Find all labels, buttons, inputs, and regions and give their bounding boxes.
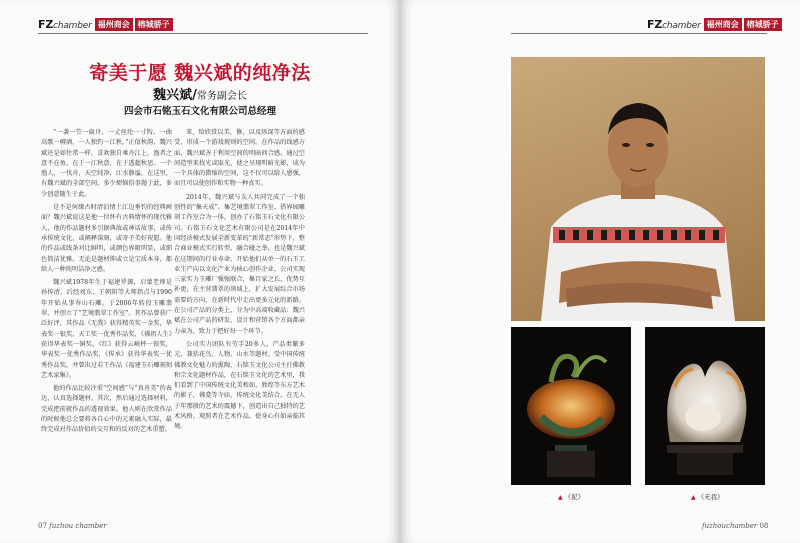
author-company: 四会市石铭玉石文化有限公司总经理 <box>123 106 276 117</box>
fz-chamber-logo: FZchamber <box>38 17 92 31</box>
caption-artwork-1: ▲ 《泥》 <box>558 493 585 501</box>
paragraph: 来，给欣赏以美，修，以及纵深等方面的感受，形成一个游戏规则的空间。在作品的线感方面，魏兴斌善于利用空间的明暗问合感。通过空间造型来找光或取光，使之呈现明暗光影，成为一个具体的微缩的空间，这不仅可以给人感强，而且可以使创作和实物一种真实。 <box>174 129 305 188</box>
left-page-header <box>38 17 173 31</box>
agate-carving-illustration <box>511 327 631 485</box>
author-name: 魏兴斌/ <box>153 88 197 103</box>
portrait-illustration <box>511 57 765 321</box>
left-folio: 07 fuzhou chamber <box>38 522 107 530</box>
author-line <box>0 84 400 103</box>
header-rule <box>511 33 767 34</box>
right-page-header <box>647 17 782 31</box>
artwork-photo-1 <box>511 327 631 485</box>
header-tag-section: 榕城骄子 <box>744 18 782 31</box>
caption-artwork-2: ▲ 《无我》 <box>691 493 724 501</box>
header-rule <box>38 33 368 34</box>
paragraph: 他的作品比较注重“空间感”与“真善美”的表达，认真选择题材。其次，然后通过选择材料，完成把前就作品的透视效果。他人则在欣赏作品的时候他总会要将各自心中的元素融入实际，最终完成对作品价值的交互和的反对的艺术重塑。 <box>41 385 172 434</box>
portrait-photo <box>511 57 765 321</box>
paragraph: 公司实力团队有劳手20多人，产品类繁多元，兼括花鸟、人物、山水等题材。受中国传统佛教文化魅力的熏陶，石铭玉文化公司主打佛教和宗文化题材作品，在石铭玉文化的艺术里，我们看到了中国传统文化美和如，敦煌等东方艺术的影子，佛龛等寺庙，传统文化美结合。在无人于年那般的艺术的震撼下，创造出自己独特的艺术风格。观照者在艺术作品，使身心有如亲临其境。 <box>174 340 305 431</box>
fz-chamber-logo: FZchamber <box>647 17 701 31</box>
paragraph: “一袭一笠一扁舟，一丈丝纶一寸钩。一曲高歌一樽酒，一人独钓一江秋。”正值秋韵，魏兴斌还是如往常一样，喜欢独自乘舟江上，渔者之意不在鱼，在于一江秋意，在于透超秋思。一个渔人，一伐舟，天空纯净，江水静谧，在这里，有魏兴斌的全部空间，多少烦恼俗事抛于此，多少创意随生于此。 <box>41 129 172 198</box>
jade-carving-illustration <box>645 327 765 485</box>
right-folio: fuzhouchamber 08 <box>702 522 769 530</box>
paragraph: 魏兴斌1978年生于福建罗源，启蒙老师是孙传清，后经刘东、王朝阳等大师指点与1990年开始从事寿山石雕。于2006年转投玉雕翡翠，并创立了“艺境翡翠工作室”。其作品曾获广泛好评，其作品《无我》获得精英奖一金奖，华表奖一银奖，天工奖一优秀作品奖，《佛祖人生》获得华表奖一铜奖，《红》获得云崎杯一银奖，华表奖一优秀作品奖，《传承》获得华表奖一优秀作品奖，并曾出过若干作品《福建玉石雕刻刻艺术家集》。 <box>41 279 172 379</box>
header-tag-chamber: 福州商会 <box>704 18 742 31</box>
author-role: 常务副会长 <box>196 91 247 102</box>
header-tag-chamber: 福州商会 <box>95 18 133 31</box>
article-title: 寄美于愿 魏兴斌的纯净法 <box>89 62 311 84</box>
header-tag-section: 榕城骄子 <box>135 18 173 31</box>
right-page <box>400 0 800 543</box>
paragraph: 是不是何缘古时清泊情土江边垂钓的经典画面？魏兴斌说这是他一位怀有古典情怀的现代雅人，他的作品题材多引据典故或神话故事，或传承传统文化，或阐释深刻，或寄予美好祝愿。他的作品或线条对比鲜明，或颜色界限明显，或细色简洁优雅。无论是题材抑或立是宝质本身，都给人一种纯明洁净之感。 <box>41 204 172 273</box>
text-column-2 <box>174 128 305 433</box>
artwork-photo-2 <box>645 327 765 485</box>
text-column-1 <box>41 128 172 436</box>
paragraph: 2014年，魏兴斌与友人共同完成了一个独创性的“集天成”。集艺境翡翠工作室、搭界园雕刻工作室合为一体，创办了石铭玉石文化有限公司。石铭玉石文化艺术有限公司是在2014年中国经济模式发展全新变革的“新常态”形势下，整合商业模式实行转型、融合碰之举，也是魏兴斌在这期间的行业寿命，开始他们从单一的石玉工业生产向以文化产业为核心创作企业、公司实现三家实力玉雕厂强强联合，集百家之长，优势互补更，在主营翡翠的领域上，扩大发展综合市场需要的方向，在新时代中走出更多元化的新路。在公司产品的分类上，分为中高端收藏品：魏兴斌在公司产品的研发、设计和营销各个方面都亲力亲为，致力于把好每一个环节。 <box>174 193 305 335</box>
